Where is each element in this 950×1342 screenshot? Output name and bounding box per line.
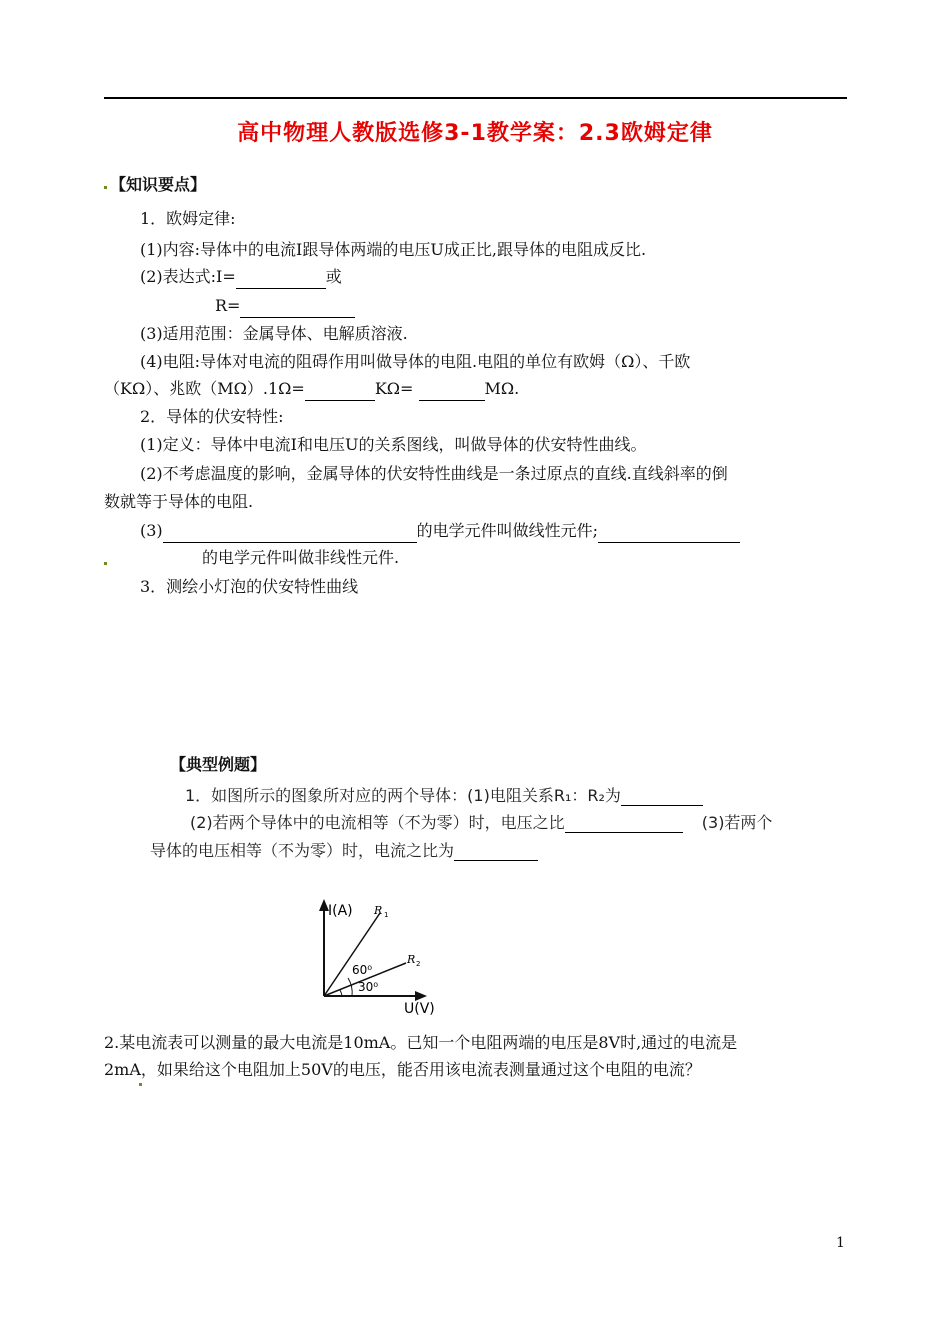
item2-linear: [140, 519, 740, 543]
marker-dot: [104, 186, 107, 189]
linear-text: 的电学元件叫做线性元件;: [416, 521, 599, 540]
section-heading-examples: 【典型例题】: [170, 755, 267, 774]
x-axis-arrow: [415, 991, 427, 1001]
page-title: 高中物理人教版选修3-1教学案：2.3欧姆定律: [237, 121, 713, 146]
r1-subscript: 1: [384, 911, 389, 919]
x-axis-label: U(V): [404, 1001, 435, 1015]
item1-expression: [140, 265, 342, 289]
unit-c: MΩ.: [484, 379, 520, 398]
item1-resistance-line1: (4)电阻:导体对电流的阻碍作用叫做导体的电阻.电阻的单位有欧姆（Ω）、千欧: [140, 352, 691, 371]
expr-or: 或: [325, 267, 342, 286]
item1-r-expression: [215, 294, 355, 318]
q1-line2-tail: (3)若两个: [701, 813, 773, 832]
item2-definition: (1)定义：导体中电流I和电压U的关系图线，叫做导体的伏安特性曲线。: [140, 435, 647, 454]
nonlinear-blank: [598, 526, 740, 543]
q2-line1: 2.某电流表可以测量的最大电流是10mA。已知一个电阻两端的电压是8V时,通过的电流是: [104, 1033, 738, 1052]
item2-metal-line2: 数就等于导体的电阻.: [104, 492, 254, 511]
item1-scope: (3)适用范围：金属导体、电解质溶液.: [140, 324, 408, 343]
blank-kohm: [305, 384, 375, 401]
q1-line1-text: 1．如图所示的图象所对应的两个导体：(1)电阻关系R₁：R₂为: [185, 786, 621, 805]
marker-dot: [104, 562, 107, 565]
q2-line2: 2mA，如果给这个电阻加上50V的电压，能否用该电流表测量通过这个电阻的电流？: [104, 1060, 701, 1079]
item1-resistance-line2: [104, 377, 519, 401]
item2-nonlinear: 的电学元件叫做非线性元件.: [202, 548, 400, 567]
r1-label: R: [374, 904, 383, 917]
item2-metal-line1: (2)不考虑温度的影响，金属导体的伏安特性曲线是一条过原点的直线.直线斜率的倒: [140, 464, 728, 483]
q1-line1: [185, 783, 703, 806]
expr-label: (2)表达式:I=: [140, 267, 236, 286]
angle-label-60: 60⁰: [352, 963, 373, 977]
unit-b: KΩ=: [374, 379, 414, 398]
q1-line2-text: (2)若两个导体中的电流相等（不为零）时，电压之比: [190, 813, 565, 832]
r-label: R=: [215, 296, 241, 315]
q1-line3: [150, 838, 538, 861]
q1-line3-text: 导体的电压相等（不为零）时，电流之比为: [150, 841, 455, 860]
item1-content: (1)内容:导体中的电流I跟导体两端的电压U成正比,跟导体的电阻成反比.: [140, 240, 647, 259]
item3-heading: 3．测绘小灯泡的伏安特性曲线: [140, 577, 359, 596]
q1-line2: [190, 810, 772, 833]
q1-blank3: [454, 844, 538, 861]
angle-arc-1: [348, 978, 352, 996]
item1-heading: 1．欧姆定律:: [140, 209, 236, 228]
section-heading-knowledge: 【知识要点】: [110, 175, 207, 194]
q1-blank2: [565, 816, 683, 833]
item2-heading: 2．导体的伏安特性:: [140, 407, 284, 426]
page-number: 1: [836, 1235, 845, 1251]
unit-a: （KΩ）、兆欧（MΩ）.1Ω=: [104, 379, 305, 398]
marker-dot: [139, 1083, 142, 1086]
blank-mohm: [419, 384, 485, 401]
r2-subscript: 2: [416, 960, 421, 968]
y-axis-label: I(A): [328, 903, 353, 919]
r-blank: [240, 301, 355, 318]
q1-blank1: [621, 789, 703, 806]
linear-prefix: (3): [140, 521, 163, 540]
r2-label: R: [407, 953, 416, 966]
header-rule: [104, 97, 847, 99]
linear-blank: [163, 526, 417, 543]
angle-label-30: 30⁰: [358, 980, 379, 994]
iv-graph-figure: [300, 895, 460, 1015]
expr-blank: [236, 272, 326, 289]
